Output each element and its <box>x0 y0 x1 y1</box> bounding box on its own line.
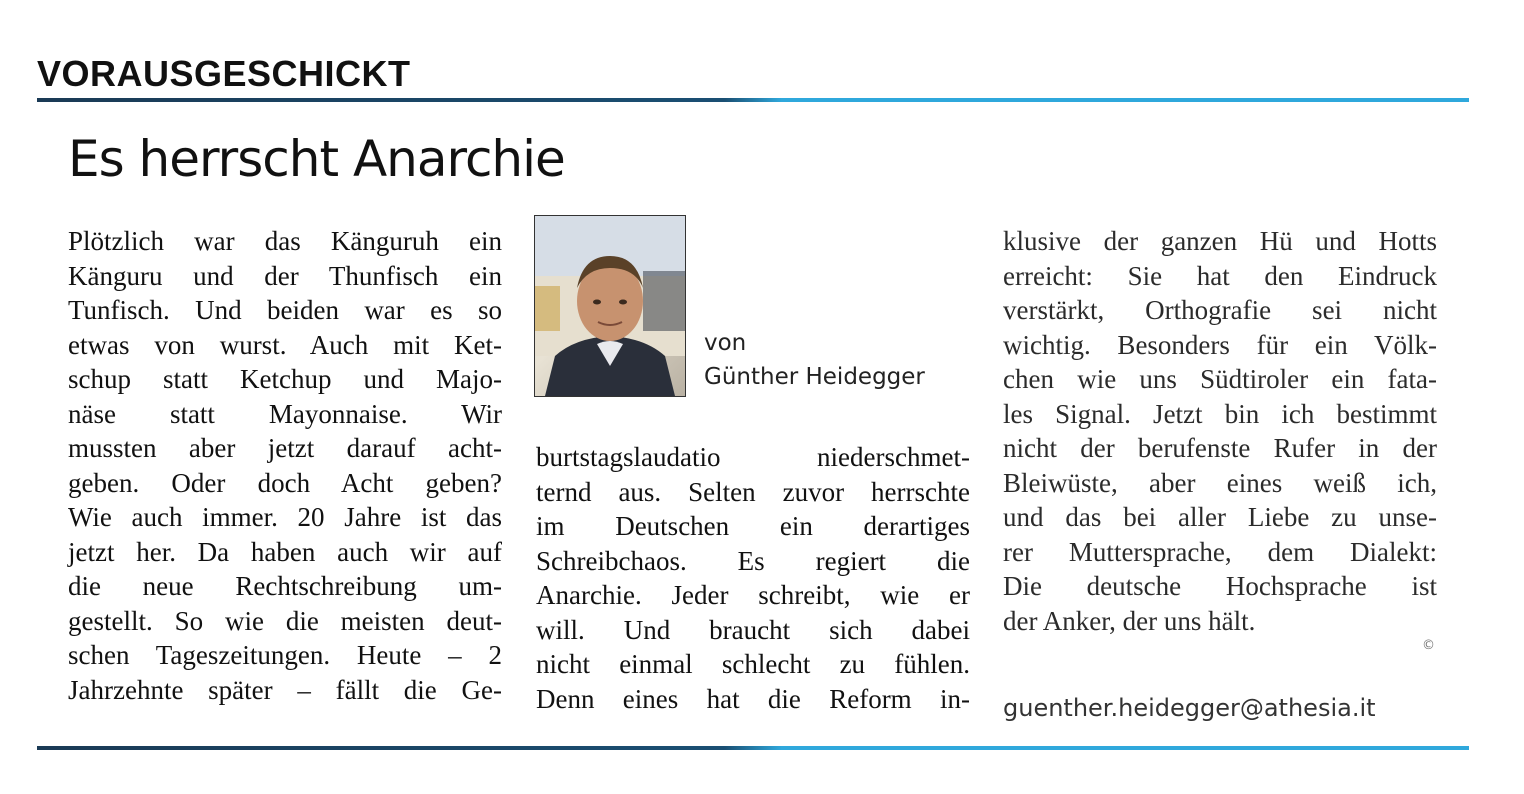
bottom-divider <box>37 746 1469 750</box>
byline-prefix: von <box>704 330 747 356</box>
author-email: guenther.heidegger@athesia.it <box>1003 694 1376 722</box>
byline <box>704 326 925 394</box>
text-line: schen Tageszeitungen. Heute – 2 <box>68 640 502 670</box>
author-photo <box>534 215 686 397</box>
text-line: verstärkt, Orthografie sei nicht <box>1003 295 1437 325</box>
text-line: will. Und braucht sich dabei <box>536 614 970 645</box>
author-portrait-image <box>535 216 685 396</box>
byline-author: Günther Heidegger <box>704 364 925 390</box>
section-label: VORAUSGESCHICKT <box>37 53 411 94</box>
article-column-3 <box>1003 224 1437 638</box>
article-column-2 <box>536 440 970 716</box>
top-divider <box>37 98 1469 102</box>
text-line: der Anker, der uns hält. <box>1003 605 1256 636</box>
text-line: mussten aber jetzt darauf acht- <box>68 433 502 463</box>
text-line: klusive der ganzen Hü und Hotts <box>1003 226 1437 256</box>
text-line: Anarchie. Jeder schreibt, wie er <box>536 580 970 610</box>
text-line: les Signal. Jetzt bin ich bestimmt <box>1003 398 1437 429</box>
text-line: geben. Oder doch Acht geben? <box>68 467 502 498</box>
text-line: im Deutschen ein derartiges <box>536 511 970 541</box>
text-line: nicht der berufenste Rufer in der <box>1003 433 1437 463</box>
text-line: Känguru und der Thunfisch ein <box>68 260 502 291</box>
text-line: etwas von wurst. Auch mit Ket- <box>68 329 502 360</box>
text-line: jetzt her. Da haben auch wir auf <box>68 536 502 567</box>
headline: Es herrscht Anarchie <box>68 130 565 188</box>
text-line: rer Muttersprache, dem Dialekt: <box>1003 536 1437 567</box>
text-line: näse statt Mayonnaise. Wir <box>68 398 502 429</box>
text-line: erreicht: Sie hat den Eindruck <box>1003 260 1437 291</box>
text-line: schup statt Ketchup und Majo- <box>68 364 502 394</box>
text-line: chen wie uns Südtiroler ein fata- <box>1003 364 1437 394</box>
text-line: und das bei aller Liebe zu unse- <box>1003 502 1437 532</box>
text-line: Bleiwüste, aber eines weiß ich, <box>1003 467 1437 498</box>
text-line: die neue Rechtschreibung um- <box>68 571 502 601</box>
text-line: Tunfisch. Und beiden war es so <box>68 295 502 325</box>
text-line: ternd aus. Selten zuvor herrschte <box>536 476 970 507</box>
text-line: Denn eines hat die Reform in- <box>536 683 970 714</box>
text-line: gestellt. So wie die meisten deut- <box>68 605 502 636</box>
text-line: nicht einmal schlecht zu fühlen. <box>536 649 970 679</box>
copyright-icon: © <box>1422 638 1435 653</box>
text-line: wichtig. Besonders für ein Völk- <box>1003 329 1437 360</box>
text-line: Schreibchaos. Es regiert die <box>536 545 970 576</box>
text-line: Die deutsche Hochsprache ist <box>1003 571 1437 601</box>
text-line: Plötzlich war das Känguruh ein <box>68 226 502 256</box>
article-column-1 <box>68 224 502 707</box>
text-line: burtstagslaudatio niederschmet- <box>536 442 970 472</box>
text-line: Jahrzehnte später – fällt die Ge- <box>68 674 502 705</box>
text-line: Wie auch immer. 20 Jahre ist das <box>68 502 502 532</box>
